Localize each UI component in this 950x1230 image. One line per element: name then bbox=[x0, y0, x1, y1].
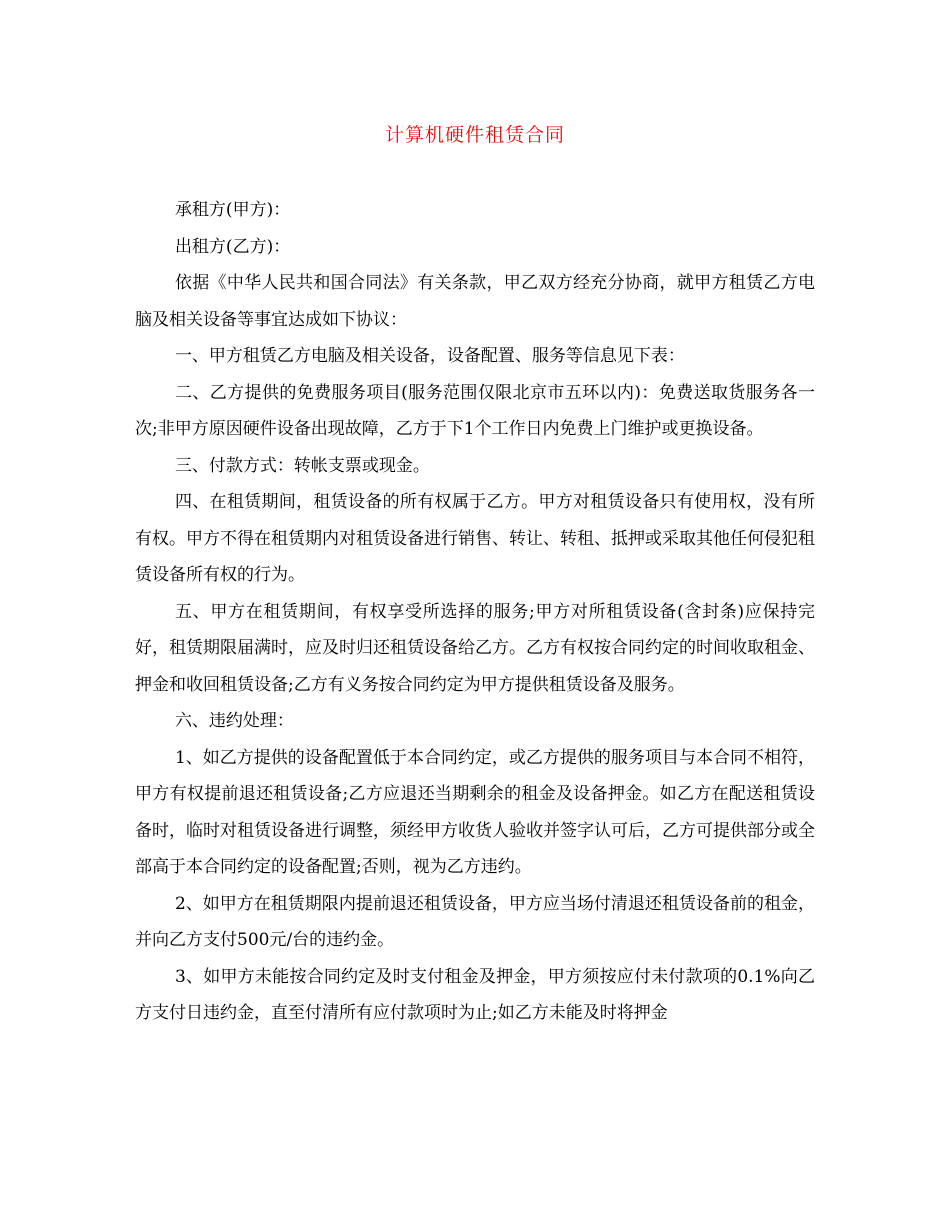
clause-2: 二、乙方提供的免费服务项目(服务范围仅限北京市五环以内)：免费送取货服务各一次;非甲方原因硬件设备出现故障，乙方于下1个工作日内免费上门维护或更换设备。 bbox=[135, 382, 815, 439]
clause-lessee: 承租方(甲方)： bbox=[174, 200, 291, 220]
clause-3: 三、付款方式：转帐支票或现金。 bbox=[174, 455, 430, 476]
clause-lessor: 出租方(乙方)： bbox=[174, 236, 291, 257]
clause-6-item-2: 2、如甲方在租赁期限内提前退还租赁设备，甲方应当场付清退还租赁设备前的租金，并向乙方支付500元/台的违约金。 bbox=[135, 893, 815, 950]
clause-6-item-3: 3、如甲方未能按合同约定及时支付租金及押金，甲方须按应付未付款项的0.1%向乙方支付日违约金，直至付清所有应付款项时为止;如乙方未能及时将押金 bbox=[135, 966, 815, 1023]
clause-4: 四、在租赁期间，租赁设备的所有权属于乙方。甲方对租赁设备只有使用权，没有所有权。甲方不得在租赁期内对租赁设备进行销售、转让、转租、抵押或采取其他任何侵犯租赁设备所有权的行为。 bbox=[135, 492, 815, 585]
clause-6-heading: 六、违约处理： bbox=[174, 711, 294, 731]
clause-preamble: 依据《中华人民共和国合同法》有关条款，甲乙双方经充分协商，就甲方租赁乙方电脑及相关设备等事宜达成如下协议： bbox=[135, 273, 815, 330]
clause-1: 一、甲方租赁乙方电脑及相关设备，设备配置、服务等信息见下表： bbox=[174, 346, 685, 366]
document-title: 计算机硬件租赁合同 bbox=[384, 124, 565, 146]
clause-6-item-1: 1、如乙方提供的设备配置低于本合同约定，或乙方提供的服务项目与本合同不相符，甲方有权提前退还租赁设备;乙方应退还当期剩余的租金及设备押金。如乙方在配送租赁设备时，临时对租赁设备进行调整，须经甲方收货人验收并签字认可后，乙方可提供部分或全部高于本合同约定的设备配置;否则，视为乙方违约。 bbox=[135, 747, 815, 877]
document-body bbox=[135, 192, 815, 1032]
clause-5: 五、甲方在租赁期间，有权享受所选择的服务;甲方对所租赁设备(含封条)应保持完好，租赁期限届满时，应及时归还租赁设备给乙方。乙方有权按合同约定的时间收取租金、押金和收回租赁设备;乙方有义务按合同约定为甲方提供租赁设备及服务。 bbox=[135, 601, 815, 695]
